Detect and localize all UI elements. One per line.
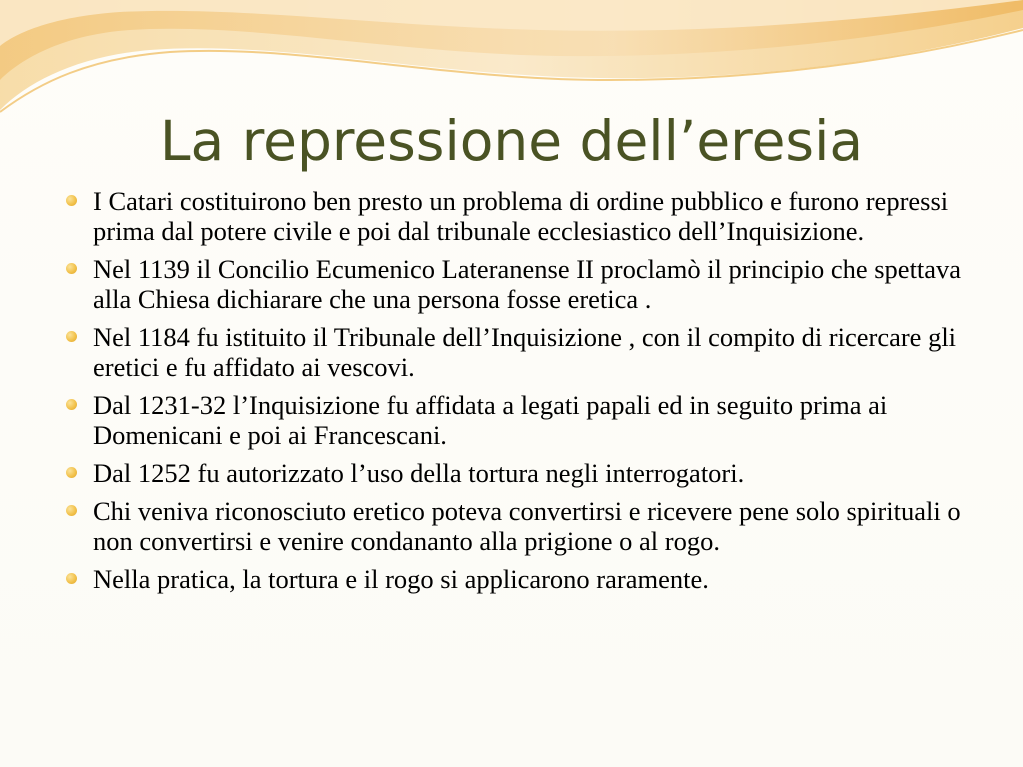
bullet-text: Dal 1252 fu autorizzato l’uso della tortura negli interrogatori. [93, 458, 745, 488]
bullet-item [66, 322, 966, 382]
bullet-text: Nel 1184 fu istituito il Tribunale dell’Inquisizione , con il compito di ricercare gli eretici e fu affidato ai vescovi. [93, 322, 957, 382]
bullet-item [66, 458, 966, 488]
bullet-item [66, 186, 966, 246]
bullet-text: Chi veniva riconosciuto eretico poteva convertirsi e ricevere pene solo spirituali o non convertirsi e venire condananto alla prigione o al rogo. [93, 496, 961, 556]
bullet-text: Dal 1231-32 l’Inquisizione fu affidata a legati papali ed in seguito prima ai Domenicani e poi ai Francescani. [93, 390, 888, 450]
bullet-text: Nel 1139 il Concilio Ecumenico Lateranense II proclamò il principio che spettava alla Chiesa dichiarare che una persona fosse eretica . [93, 254, 962, 314]
bullet-icon [66, 331, 77, 342]
bullet-item [66, 496, 966, 556]
bullet-text: I Catari costituirono ben presto un problema di ordine pubblico e furono repressi prima dal potere civile e poi dal tribunale ecclesiastico dell’Inquisizione. [93, 186, 949, 246]
bullet-item [66, 390, 966, 450]
bullet-icon [66, 505, 77, 516]
bullet-icon [66, 263, 77, 274]
bullet-text: Nella pratica, la tortura e il rogo si applicarono raramente. [93, 564, 709, 594]
slide-title: La repressione dell’eresia [159, 109, 864, 173]
bullet-icon [66, 573, 77, 584]
bullet-item [66, 254, 966, 314]
bullet-icon [66, 399, 77, 410]
bullet-icon [66, 467, 77, 478]
bullet-list [66, 186, 966, 602]
bullet-item [66, 564, 966, 594]
bullet-icon [66, 195, 77, 206]
